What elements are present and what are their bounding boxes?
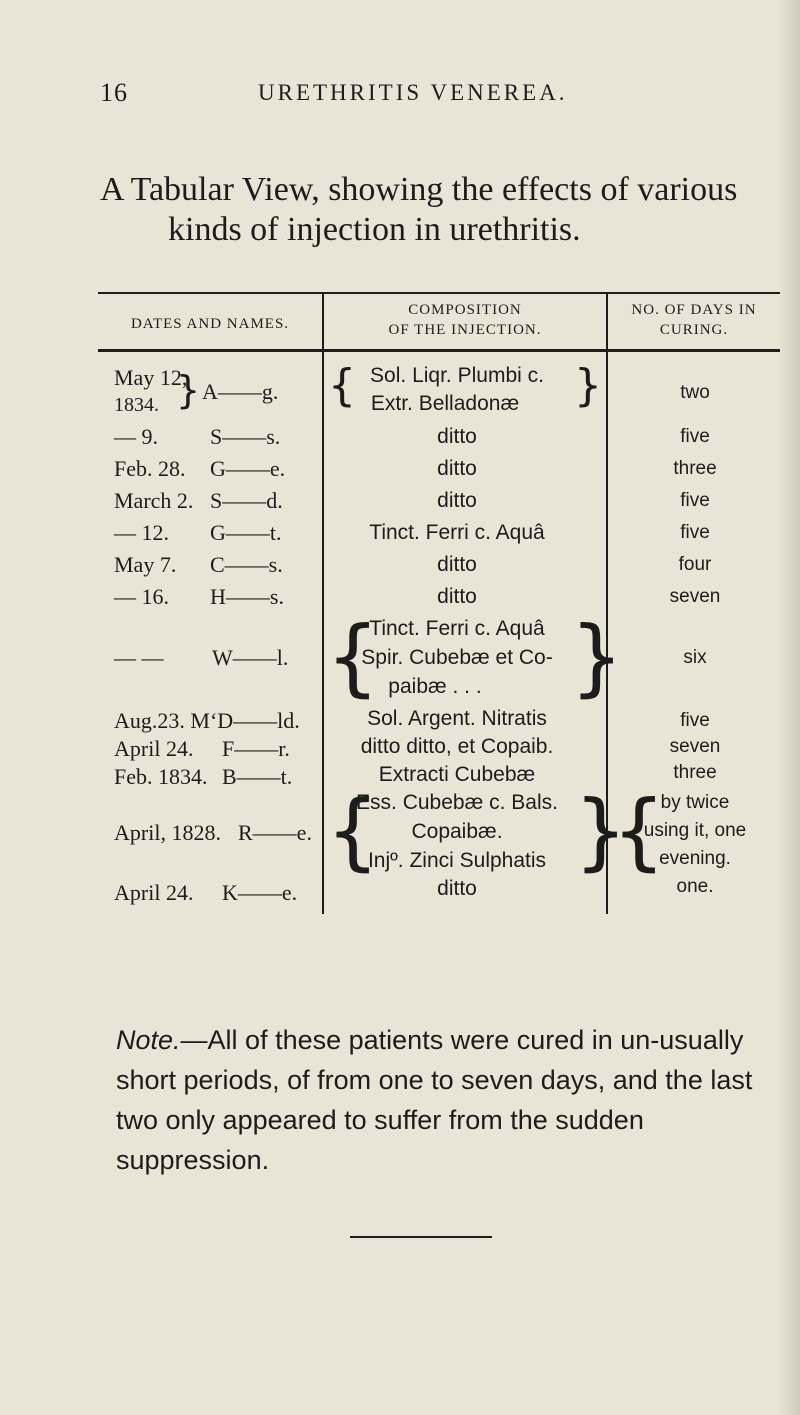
row-3-days: three	[673, 458, 717, 479]
row-8-composition-2: Spir. Cubebæ et Co-	[361, 646, 553, 669]
row-7-composition: ditto	[437, 585, 477, 608]
brace-left-icon: {	[326, 782, 380, 880]
closing-rule	[350, 1236, 492, 1238]
row-3-composition: ditto	[437, 457, 477, 480]
row-7-days: seven	[669, 586, 721, 607]
row-9-date: Aug.23. M‘D——ld.	[114, 708, 300, 733]
row-12-composition-2: Copaibæ.	[411, 820, 503, 843]
row-12-composition: Ess. Cubebæ c. Bals.	[356, 791, 558, 814]
row-1-date-year: 1834.	[114, 394, 159, 416]
title-line-2: kinds of injection in urethritis.	[168, 211, 581, 248]
row-13-name: K——e.	[222, 880, 298, 905]
page-number: 16	[100, 78, 128, 107]
row-12-date: April, 1828.	[114, 820, 221, 845]
brace-right-icon: }	[574, 782, 628, 880]
table-header-rule	[98, 349, 780, 352]
row-6-days: four	[678, 554, 712, 575]
row-12-name: R——e.	[238, 820, 312, 845]
brace-left-icon: {	[328, 360, 356, 411]
row-9-composition: Sol. Argent. Nitratis	[367, 707, 547, 730]
table-top-rule	[98, 292, 780, 294]
row-1-composition: Sol. Liqr. Plumbi c.	[370, 364, 544, 387]
brace-right-icon: }	[176, 368, 201, 412]
row-8-days: six	[683, 647, 707, 668]
row-3-date: Feb. 28.	[114, 456, 186, 481]
row-7-name: H——s.	[210, 584, 284, 609]
row-8-name: W——l.	[212, 645, 289, 670]
row-7-date: — 16.	[114, 584, 169, 609]
title-line-1: A Tabular View, showing the effects of various	[100, 171, 738, 208]
row-3-name: G——e.	[210, 456, 286, 481]
row-10-name: F——r.	[222, 736, 290, 761]
row-13-date: April 24.	[114, 880, 194, 905]
row-5-days: five	[680, 522, 710, 543]
row-11-composition: Extracti Cubebæ	[378, 763, 536, 786]
row-5-date: — 12.	[114, 520, 169, 545]
row-4-days: five	[680, 490, 710, 511]
row-13-composition: ditto	[437, 877, 477, 900]
footnote	[116, 1020, 786, 1180]
row-12-composition-3: Injº. Zinci Sulphatis	[367, 849, 547, 872]
row-10-composition: ditto ditto, et Copaib.	[360, 735, 554, 758]
footnote-label: Note.	[116, 1025, 181, 1055]
row-2-composition: ditto	[437, 425, 477, 448]
row-1-days: two	[680, 382, 710, 403]
row-1-name: A——g.	[202, 379, 279, 404]
row-6-name: C——s.	[210, 552, 283, 577]
row-6-date: May 7.	[114, 552, 177, 577]
row-2-date: — 9.	[114, 424, 158, 449]
row-4-composition: ditto	[437, 489, 477, 512]
row-1-composition-2: Extr. Belladonæ	[370, 392, 520, 415]
header-dates: DATES AND NAMES.	[130, 316, 290, 332]
row-1-date: May 12,	[114, 365, 188, 390]
brace-right-icon: }	[574, 360, 602, 411]
row-8-composition-3: paibæ . . .	[388, 675, 482, 698]
running-title: URETHRITIS VENEREA.	[258, 80, 568, 105]
row-11-date: Feb. 1834.	[114, 764, 208, 789]
row-4-date: March 2.	[114, 488, 194, 513]
page-edge-shadow	[778, 0, 800, 1415]
table-title	[100, 170, 780, 250]
row-11-name: B——t.	[222, 764, 293, 789]
row-11-days: three	[673, 762, 717, 783]
row-8-composition: Tinct. Ferri c. Aquâ	[369, 617, 545, 640]
row-2-days: five	[680, 426, 710, 447]
header-composition: COMPOSITION OF THE INJECTION.	[388, 302, 542, 338]
row-10-date: April 24.	[114, 736, 194, 761]
brace-left-icon: {	[612, 782, 666, 880]
row-12-days-2: using it, one	[643, 820, 747, 841]
row-13-days: one.	[676, 876, 714, 897]
row-12-days-3: evening.	[659, 848, 731, 869]
row-2-name: S——s.	[210, 424, 281, 449]
row-12-days: by twice	[660, 792, 730, 813]
row-5-composition: Tinct. Ferri c. Aquâ	[369, 521, 545, 544]
row-4-name: S——d.	[210, 488, 283, 513]
footnote-text: —All of these patients were cured in un-usually short periods, of from one to seven days, and the last two only appeared to suffer from the sudden suppression.	[116, 1025, 753, 1175]
row-8-date: — —	[114, 645, 164, 670]
row-9-days: five	[680, 710, 710, 731]
row-6-composition: ditto	[437, 553, 477, 576]
header-days: NO. OF DAYS IN CURING.	[631, 302, 757, 338]
brace-left-icon: {	[326, 608, 380, 706]
brace-right-icon: }	[570, 608, 624, 706]
running-head	[0, 78, 800, 118]
row-10-days: seven	[669, 736, 721, 757]
row-5-name: G——t.	[210, 520, 282, 545]
